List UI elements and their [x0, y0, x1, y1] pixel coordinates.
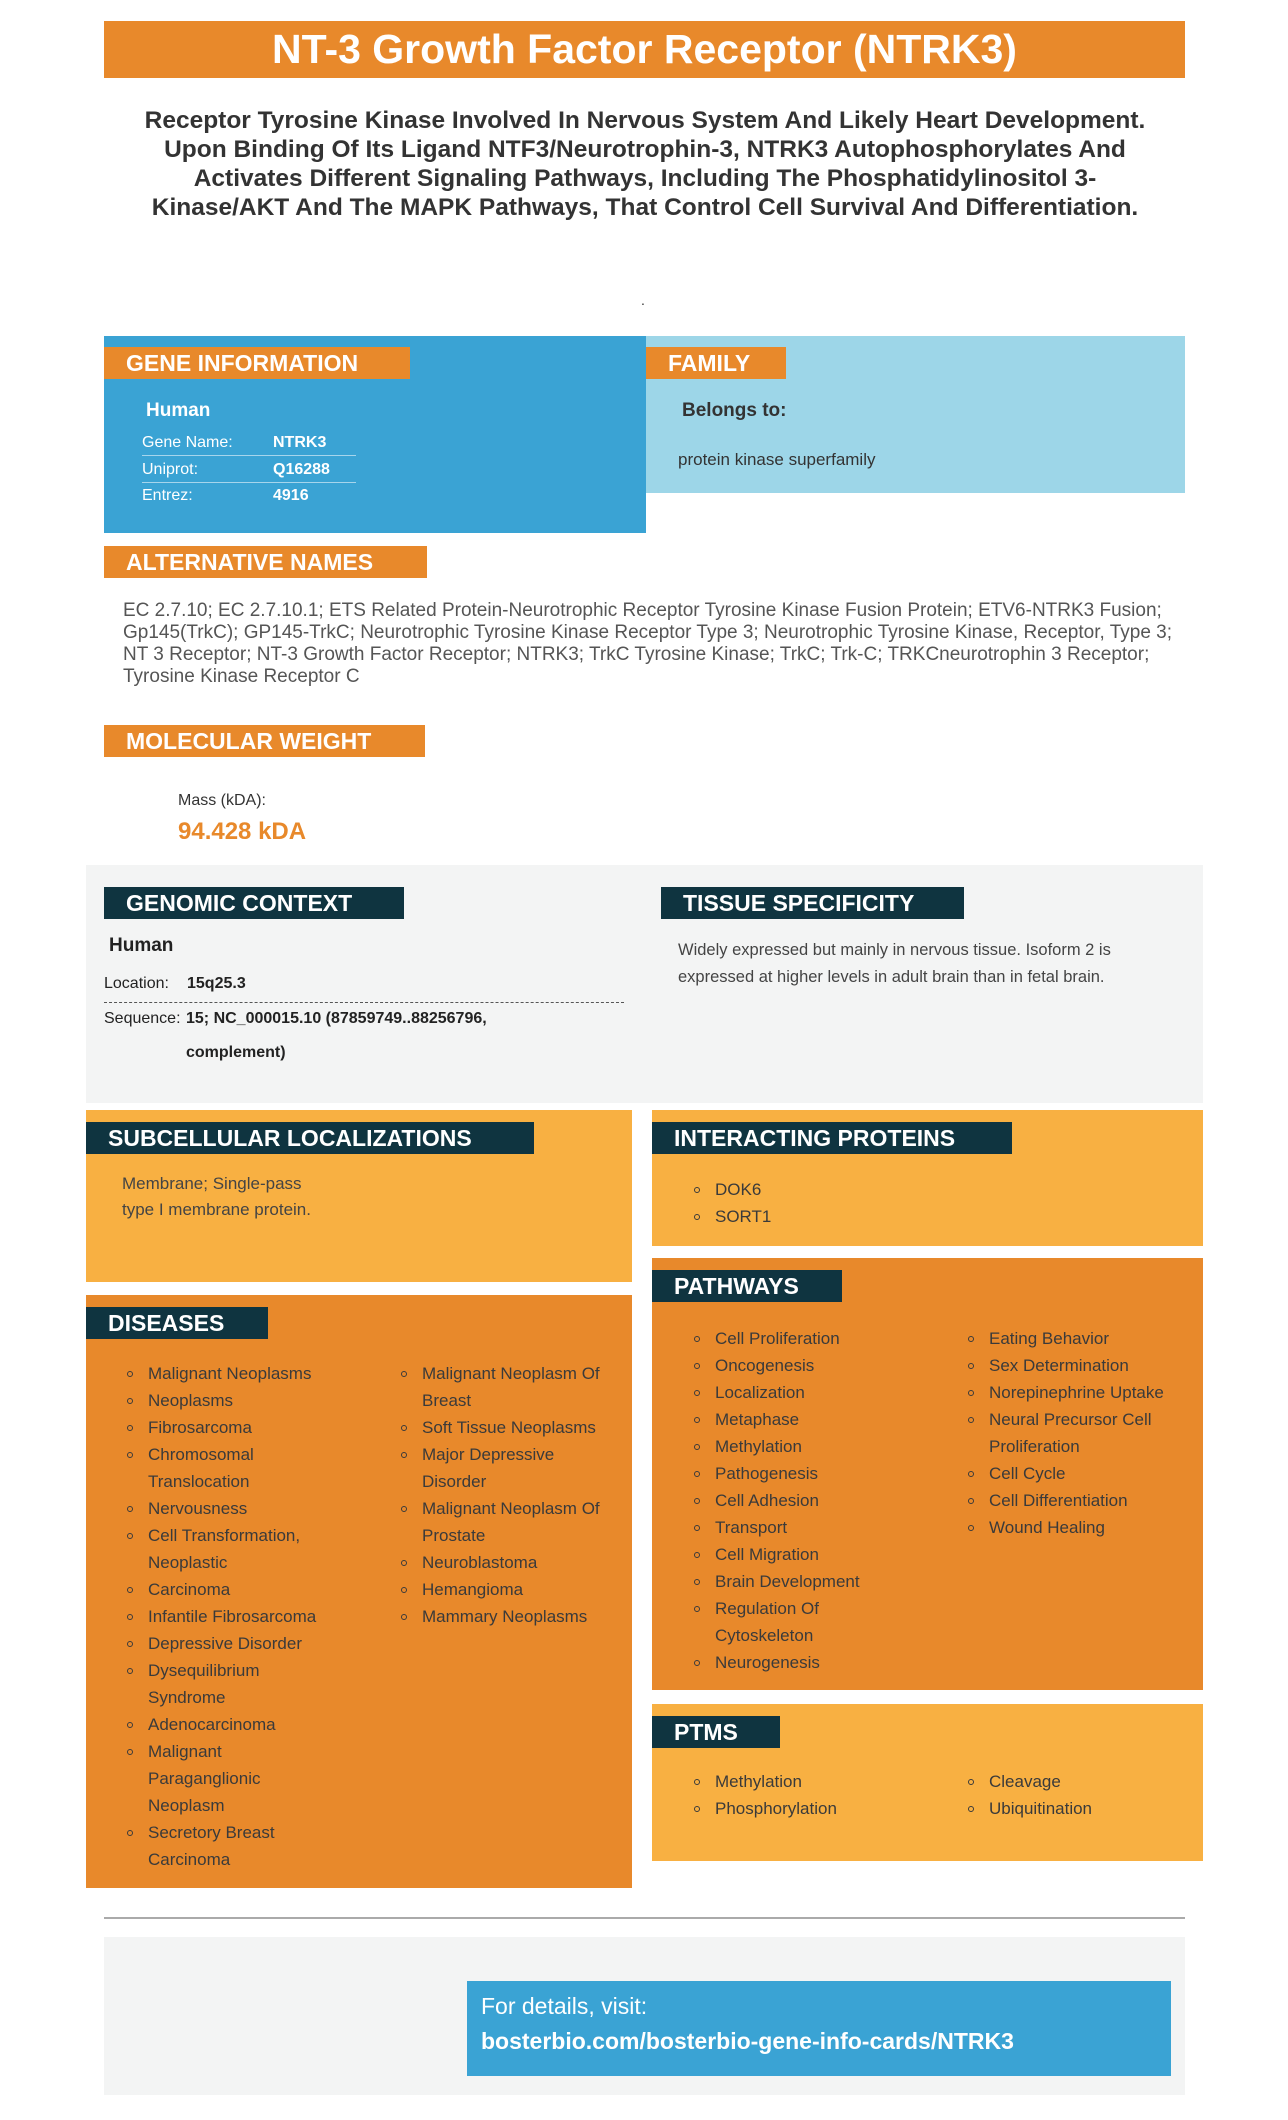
diseases-list-col1 [123, 1360, 343, 1873]
list-item: Wound Healing [964, 1514, 1194, 1541]
genomic-divider [104, 1002, 624, 1003]
list-item: Localization [690, 1379, 920, 1406]
list-item: Infantile Fibrosarcoma [123, 1603, 343, 1630]
list-item: Methylation [690, 1768, 837, 1795]
list-item: Major Depressive Disorder [397, 1441, 587, 1495]
list-item: Cell Cycle [964, 1460, 1194, 1487]
family-value: protein kinase superfamily [678, 450, 876, 469]
sequence-value-line1: 15; NC_000015.10 (87859749..88256796, [186, 1010, 487, 1027]
location-value: 15q25.3 [187, 975, 246, 992]
tissue-specificity-label: TISSUE SPECIFICITY [661, 887, 964, 919]
list-item: Cell Differentiation [964, 1487, 1194, 1514]
uniprot-row [142, 456, 356, 483]
pathways-list-col2 [964, 1325, 1194, 1541]
entrez-key: Entrez: [142, 487, 193, 504]
pathways-label: PATHWAYS [652, 1270, 842, 1302]
family-label: FAMILY [646, 347, 786, 379]
gene-name-value: NTRK3 [273, 434, 327, 451]
molecular-weight-label: MOLECULAR WEIGHT [104, 725, 425, 757]
gene-name-key: Gene Name: [142, 434, 233, 451]
location-label: Location: [104, 975, 169, 992]
details-url-link[interactable]: bosterbio.com/bosterbio-gene-info-cards/NTRK3 [481, 2028, 1014, 2054]
list-item: Malignant Paraganglionic Neoplasm [123, 1738, 273, 1819]
list-item: Metaphase [690, 1406, 920, 1433]
list-item: Malignant Neoplasms [123, 1360, 343, 1387]
list-item: Eating Behavior [964, 1325, 1194, 1352]
alternative-names-label: ALTERNATIVE NAMES [104, 546, 427, 578]
ptms-label: PTMS [652, 1716, 780, 1748]
list-item: Mammary Neoplasms [397, 1603, 622, 1630]
details-prompt: For details, visit: [481, 1993, 648, 2019]
list-item: Dysequilibrium Syndrome [123, 1657, 273, 1711]
gene-name-row [142, 429, 356, 456]
list-item: DOK6 [690, 1176, 771, 1203]
footer-divider [104, 1917, 1185, 1919]
ptms-list-col1 [690, 1768, 837, 1822]
genomic-species: Human [109, 935, 174, 956]
list-item: Cell Adhesion [690, 1487, 920, 1514]
tissue-text-line1: Widely expressed but mainly in nervous tissue. Isoform 2 is [678, 941, 1111, 959]
entrez-value: 4916 [273, 487, 309, 504]
mass-value: 94.428 kDA [178, 818, 307, 845]
gene-description: Receptor Tyrosine Kinase Involved In Nervous System And Likely Heart Development. Upon Binding Of Its Ligand NTF3/Neurotrophin-3, NTRK3 Autophosphorylates And Activates Different Signaling Pathways, Including The Phosphatidylinositol 3-Kinase/AKT And The MAPK Pathways, That Control Cell Survival And Differentiation. [144, 107, 1146, 221]
sequence-label: Sequence: [104, 1010, 181, 1027]
list-item: Brain Development [690, 1568, 920, 1595]
list-item: Fibrosarcoma [123, 1414, 343, 1441]
list-item: Depressive Disorder [123, 1630, 343, 1657]
description-dot: . [641, 292, 645, 308]
list-item: Secretory Breast Carcinoma [123, 1819, 293, 1873]
list-item: Malignant Neoplasm Of Prostate [397, 1495, 622, 1549]
list-item: Cell Proliferation [690, 1325, 920, 1352]
page-title: NT-3 Growth Factor Receptor (NTRK3) [104, 21, 1185, 78]
subcellular-label: SUBCELLULAR LOCALIZATIONS [86, 1122, 534, 1154]
list-item: Chromosomal Translocation [123, 1441, 293, 1495]
list-item: Soft Tissue Neoplasms [397, 1414, 622, 1441]
list-item: Carcinoma [123, 1576, 343, 1603]
list-item: Oncogenesis [690, 1352, 920, 1379]
list-item: Ubiquitination [964, 1795, 1092, 1822]
family-belongs-label: Belongs to: [682, 400, 787, 421]
entrez-row [142, 482, 356, 509]
genomic-context-label: GENOMIC CONTEXT [104, 887, 404, 919]
diseases-label: DISEASES [86, 1307, 268, 1339]
mass-label: Mass (kDA): [178, 792, 266, 809]
sequence-value-line2: complement) [186, 1044, 286, 1061]
list-item: Pathogenesis [690, 1460, 920, 1487]
uniprot-key: Uniprot: [142, 461, 199, 478]
list-item: Methylation [690, 1433, 920, 1460]
list-item: Malignant Neoplasm Of Breast [397, 1360, 622, 1414]
gene-information-label: GENE INFORMATION [104, 347, 410, 379]
list-item: Phosphorylation [690, 1795, 837, 1822]
pathways-list-col1 [690, 1325, 920, 1676]
list-item: Cell Migration [690, 1541, 920, 1568]
alternative-names-text: EC 2.7.10; EC 2.7.10.1; ETS Related Protein-Neurotrophic Receptor Tyrosine Kinase Fusion Protein; ETV6-NTRK3 Fusion; Gp145(TrkC); GP145-TrkC; Neurotrophic Tyrosine Kinase Receptor Type 3; Neurotrophic Tyrosine Kinase, Receptor, Type 3; NT 3 Receptor; NT-3 Growth Factor Receptor; NTRK3; TrkC Tyrosine Kinase; TrkC; Trk-C; TRKCneurotrophin 3 Receptor; Tyrosine Kinase Receptor C [123, 600, 1173, 687]
list-item: Regulation Of Cytoskeleton [690, 1595, 860, 1649]
list-item: Transport [690, 1514, 920, 1541]
tissue-text-line2: expressed at higher levels in adult brain than in fetal brain. [678, 968, 1105, 986]
list-item: Hemangioma [397, 1576, 622, 1603]
list-item: Cell Transformation, Neoplastic [123, 1522, 323, 1576]
uniprot-value: Q16288 [273, 461, 330, 478]
subcellular-line2: type I membrane protein. [122, 1200, 311, 1219]
list-item: Neurogenesis [690, 1649, 920, 1676]
list-item: Neuroblastoma [397, 1549, 622, 1576]
list-item: Nervousness [123, 1495, 343, 1522]
list-item: Cleavage [964, 1768, 1092, 1795]
gene-species: Human [146, 400, 211, 421]
list-item: SORT1 [690, 1203, 771, 1230]
list-item: Neural Precursor Cell Proliferation [964, 1406, 1164, 1460]
interacting-proteins-label: INTERACTING PROTEINS [652, 1122, 1012, 1154]
list-item: Sex Determination [964, 1352, 1194, 1379]
ptms-list-col2 [964, 1768, 1092, 1822]
subcellular-line1: Membrane; Single-pass [122, 1174, 302, 1193]
list-item: Norepinephrine Uptake [964, 1379, 1194, 1406]
list-item: Neoplasms [123, 1387, 343, 1414]
list-item: Adenocarcinoma [123, 1711, 343, 1738]
diseases-list-col2 [397, 1360, 622, 1630]
interacting-proteins-list [690, 1176, 771, 1230]
